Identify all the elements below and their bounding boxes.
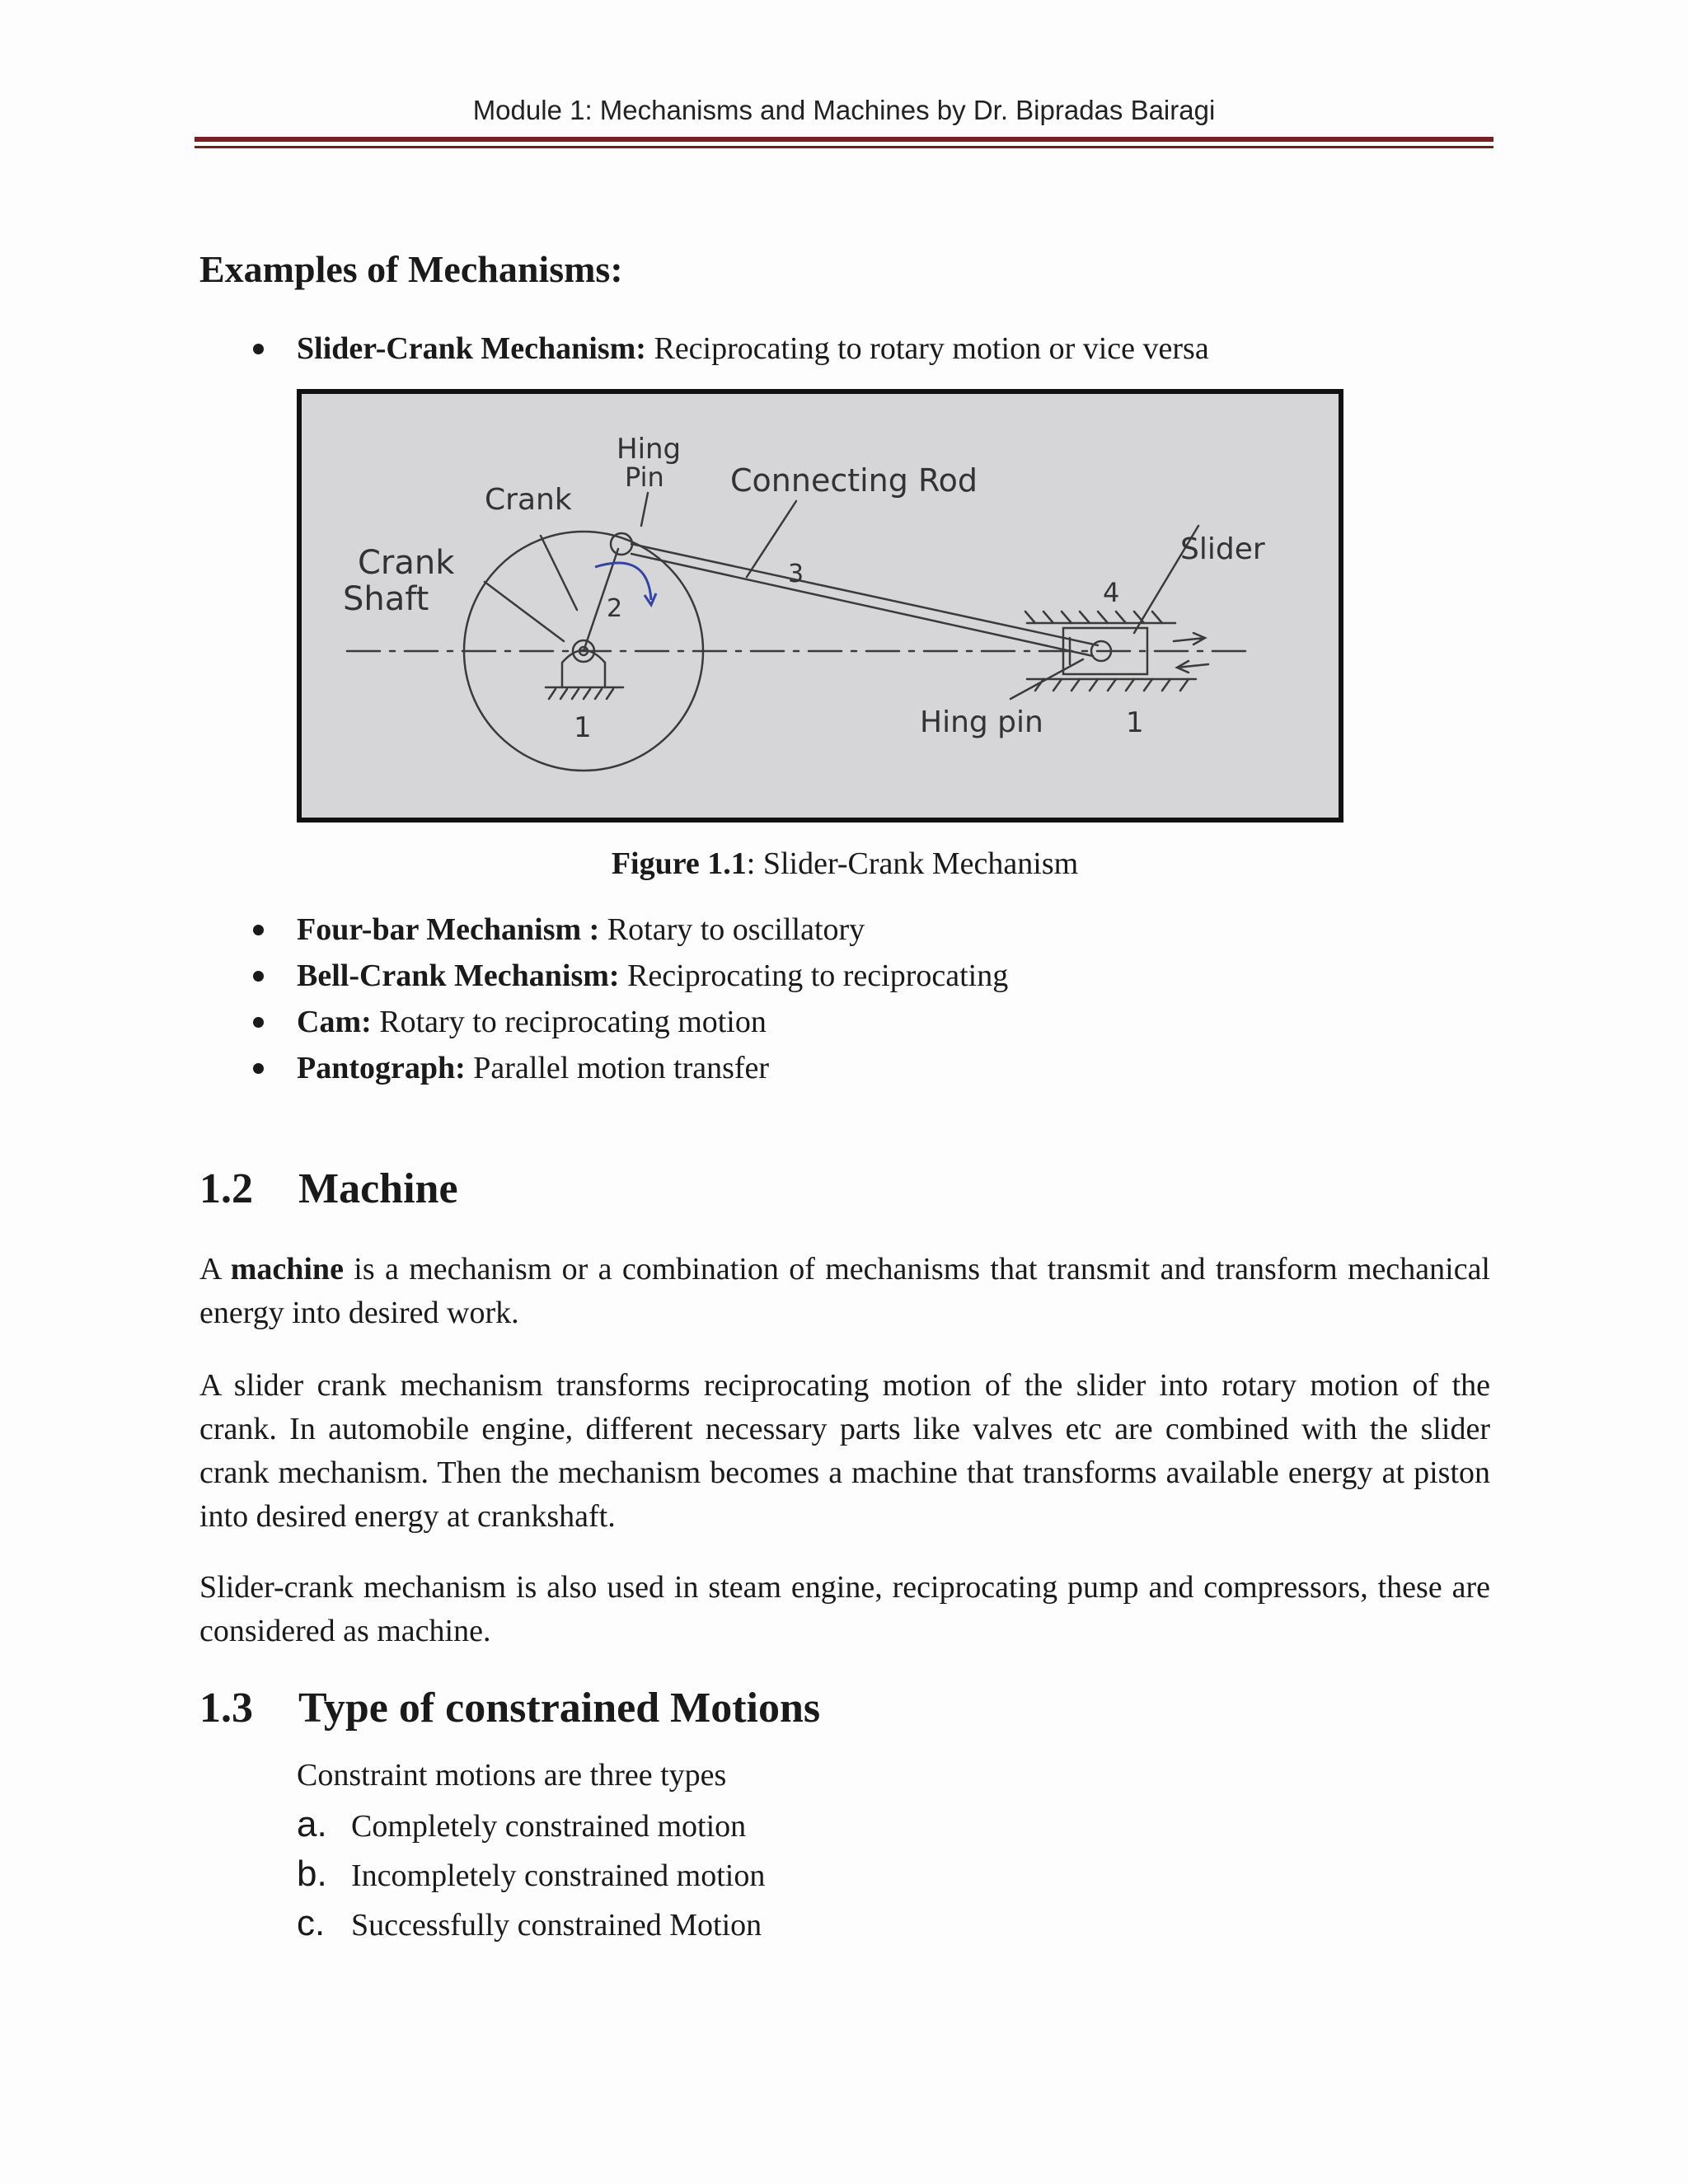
applications-paragraph: Slider-crank mechanism is also used in steam engine, reciprocating pump and compressors, these are considered as machine. (199, 1570, 1490, 1648)
figure-caption-label: Figure 1.1 (611, 846, 747, 881)
motions-intro: Constraint motions are three types (297, 1758, 727, 1793)
header-rule-thin (195, 146, 1493, 148)
list-item-term: Cam: (297, 1005, 372, 1039)
machine-definition-paragraph (199, 1248, 1490, 1335)
section-motions-heading (199, 1684, 820, 1732)
list-item (297, 1801, 765, 1850)
section-title: Machine (298, 1165, 458, 1212)
slider-crank-figure (297, 389, 1343, 823)
list-item (199, 326, 1490, 372)
list-item-term: Bell-Crank Mechanism: (297, 958, 620, 993)
connecting-rod-lower (631, 554, 1093, 656)
figure-caption-text: : Slider-Crank Mechanism (746, 846, 1079, 881)
examples-list-rest (199, 907, 1490, 1091)
crank-label: Crank (485, 483, 572, 517)
list-item-term: Pantograph: (297, 1051, 466, 1085)
connecting-rod-label: Connecting Rod (730, 462, 978, 499)
hing-pin-label-1: Hing (617, 433, 682, 466)
list-item (297, 1850, 765, 1900)
crank-shaft-leader (485, 582, 564, 641)
slider-arrow-left (1177, 661, 1208, 673)
list-item (199, 953, 1490, 999)
ground-1-left-label: 1 (574, 711, 592, 744)
list-item-text: Completely constrained motion (351, 1809, 747, 1844)
paragraph-text: A (199, 1252, 231, 1286)
examples-heading: Examples of Mechanisms: (199, 248, 623, 290)
list-item (199, 1045, 1490, 1091)
list-item-desc: Reciprocating to rotary motion or vice versa (645, 331, 1209, 366)
crank-shaft-label-1: Crank (358, 544, 455, 582)
hing-pin-label-2: Pin (625, 462, 664, 493)
list-letter: a. (297, 1804, 327, 1844)
list-item-desc: Rotary to oscillatory (599, 912, 865, 947)
list-item-desc: Rotary to reciprocating motion (371, 1005, 767, 1039)
list-item (199, 907, 1490, 953)
section-number: 1.2 (199, 1165, 253, 1212)
hinge-leader (641, 493, 648, 526)
hinge-pin (611, 533, 632, 555)
list-item-desc: Parallel motion transfer (465, 1051, 770, 1085)
list-item-desc: Reciprocating to reciprocating (619, 958, 1009, 993)
crank-leader (541, 536, 577, 610)
list-item (297, 1900, 765, 1949)
list-item (199, 999, 1490, 1045)
slider-crank-paragraph: A slider crank mechanism transforms reciprocating motion of the slider into rotary motion of the crank. In automobile engine, different necessary parts like valves etc are combined with the slider crank mechanism. Then the mechanism becomes a machine that transforms available energy at piston into desired energy at crankshaft. (199, 1368, 1490, 1534)
list-item-text: Successfully constrained Motion (351, 1908, 762, 1943)
list-letter: b. (297, 1854, 327, 1894)
slider-label: Slider (1180, 532, 1265, 566)
ground-1-right-label: 1 (1126, 706, 1144, 739)
running-header: Module 1: Mechanisms and Machines by Dr. Bipradas Bairagi (472, 95, 1216, 125)
link-2-label: 2 (607, 594, 623, 623)
list-item-term: Four-bar Mechanism : (297, 912, 600, 947)
slider-arrow-right (1174, 633, 1205, 644)
motion-types-list (297, 1801, 765, 1949)
examples-list-first (199, 326, 1490, 372)
lower-guide-hatch (1035, 679, 1189, 691)
slider-crank-sketch (302, 394, 1339, 818)
figure-caption (199, 846, 1490, 882)
header-rule-thick (195, 137, 1493, 142)
crank-ground-hatch (549, 689, 613, 699)
section-machine-heading (199, 1165, 458, 1213)
paragraph-text: is a mechanism or a combination of mechanisms that transmit and transform mechanical energy into desired work. (199, 1252, 1490, 1330)
hing-pin-bottom-label: Hing pin (920, 705, 1043, 739)
machine-term: machine (230, 1252, 344, 1286)
crank-shaft-label-2: Shaft (343, 580, 429, 618)
section-number: 1.3 (199, 1685, 253, 1732)
list-letter: c. (297, 1903, 326, 1943)
list-item-term: Slider-Crank Mechanism: (297, 331, 646, 366)
link-4-label: 4 (1103, 577, 1120, 608)
section-title: Type of constrained Motions (298, 1685, 821, 1732)
list-item-text: Incompletely constrained motion (351, 1858, 766, 1893)
link-3-label: 3 (788, 560, 804, 588)
